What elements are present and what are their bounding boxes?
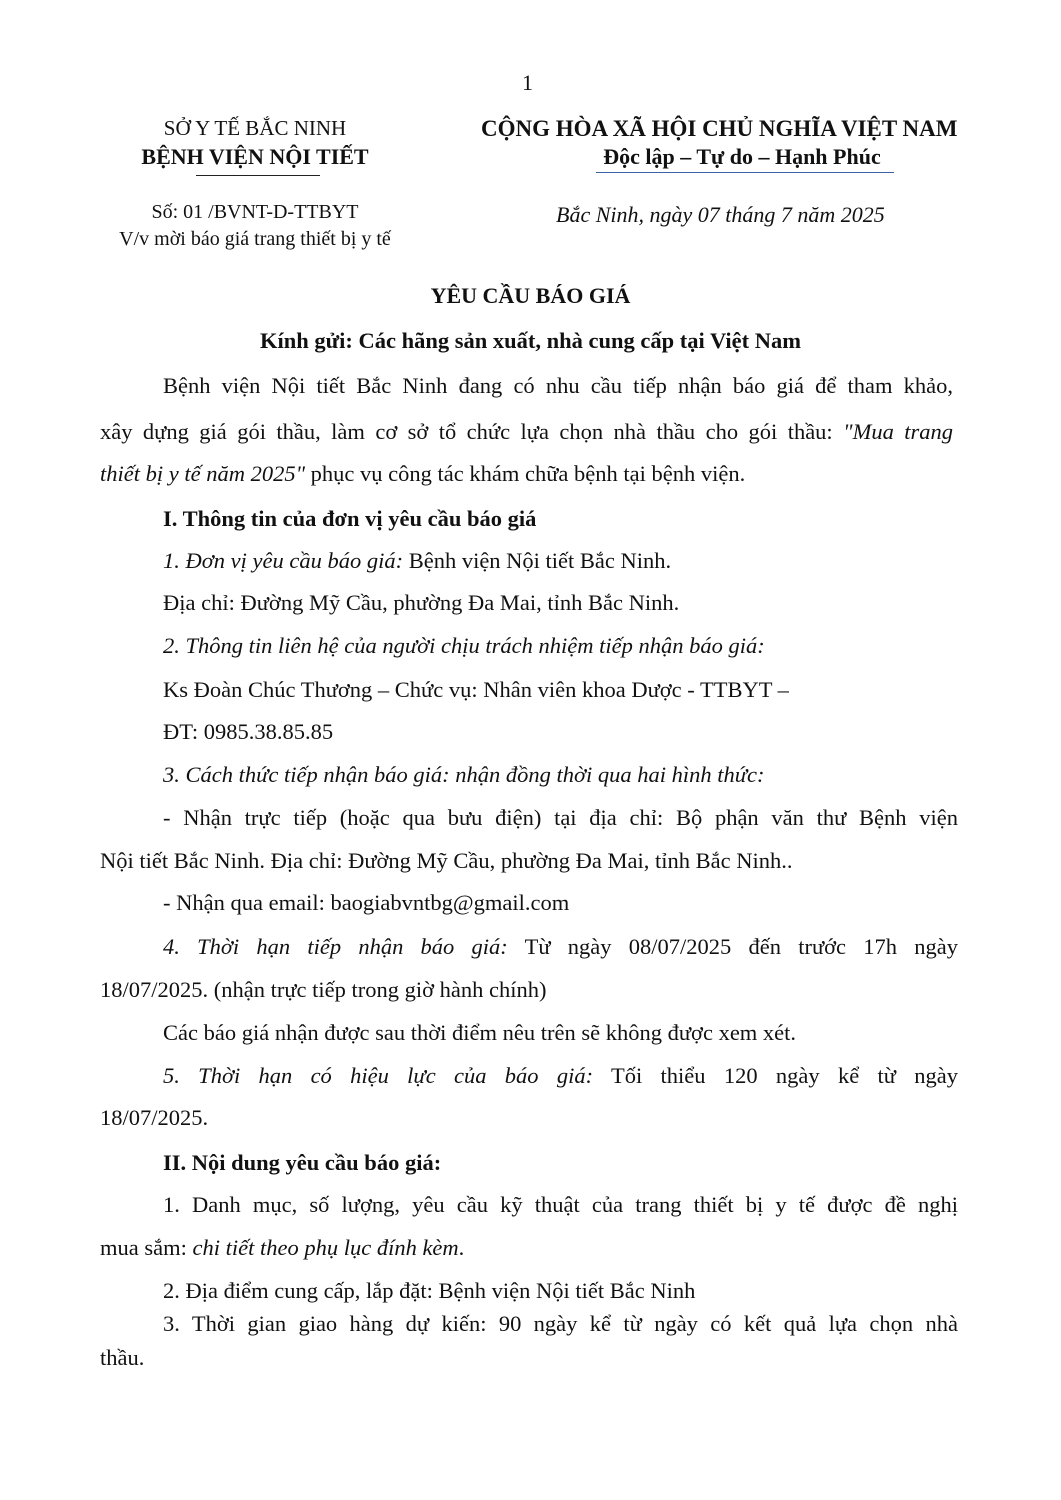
country-name: CỘNG HÒA XÃ HỘI CHỦ NGHĨA VIỆT NAM [481, 116, 958, 141]
hospital-name-underline [196, 175, 320, 176]
section-2-item-2: 2. Địa điểm cung cấp, lắp đặt: Bệnh viện Nội tiết Bắc Ninh [163, 1278, 696, 1303]
section-2-item-3: 3. Thời gian giao hàng dự kiến: 90 ngày kể từ ngày có kết quả lựa chọn nhà [163, 1311, 958, 1336]
intro-line-2: xây dựng giá gói thầu, làm cơ sở tổ chức lựa chọn nhà thầu cho gói thầu: "Mua trang [100, 419, 954, 444]
section-2-item-3-cont: thầu. [100, 1345, 145, 1370]
ministry-name: SỞ Y TẾ BẮC NINH [163, 116, 347, 140]
section-2-item-1-cont: mua sắm: chi tiết theo phụ lục đính kèm. [100, 1235, 465, 1260]
section-1-item-5: 5. Thời hạn có hiệu lực của báo giá: Tối thiểu 120 ngày kể từ ngày [163, 1063, 958, 1088]
section-2-heading: II. Nội dung yêu cầu báo giá: [163, 1150, 442, 1175]
intro-line-3: thiết bị y tế năm 2025" phục vụ công tác khám chữa bệnh tại bệnh viện. [100, 461, 746, 486]
section-1-item-2: 2. Thông tin liên hệ của người chịu trách nhiệm tiếp nhận báo giá: [163, 633, 765, 658]
recipient-line: Kính gửi: Các hãng sản xuất, nhà cung cấp tại Việt Nam [259, 328, 802, 353]
section-1-item-3: 3. Cách thức tiếp nhận báo giá: nhận đồng thời qua hai hình thức: [163, 762, 765, 787]
section-1-heading: I. Thông tin của đơn vị yêu cầu báo giá [163, 506, 537, 531]
contact-person: Ks Đoàn Chúc Thương – Chức vụ: Nhân viên khoa Dược - TTBYT – [163, 677, 789, 702]
intro-line-1: Bệnh viện Nội tiết Bắc Ninh đang có nhu cầu tiếp nhận báo giá để tham khảo, [163, 373, 953, 398]
document-number: Số: 01 /BVNT-D-TTBYT [151, 201, 359, 223]
receive-direct-line-2: Nội tiết Bắc Ninh. Địa chỉ: Đường Mỹ Cầu, phường Đa Mai, tỉnh Bắc Ninh.. [100, 848, 793, 873]
section-1-item-1: 1. Đơn vị yêu cầu báo giá: Bệnh viện Nội tiết Bắc Ninh. [163, 548, 672, 573]
hospital-name: BỆNH VIỆN NỘI TIẾT [141, 144, 369, 169]
date-place: Bắc Ninh, ngày 07 tháng 7 năm 2025 [556, 202, 885, 227]
motto-underline [596, 172, 894, 173]
motto: Độc lập – Tự do – Hạnh Phúc [603, 144, 881, 169]
section-1-item-5-cont: 18/07/2025. [100, 1105, 209, 1130]
contact-phone: ĐT: 0985.38.85.85 [163, 719, 334, 744]
section-1-item-4-note: Các báo giá nhận được sau thời điểm nêu trên sẽ không được xem xét. [163, 1020, 797, 1045]
receive-direct-line-1: - Nhận trực tiếp (hoặc qua bưu điện) tại địa chỉ: Bộ phận văn thư Bệnh viện [163, 805, 958, 830]
section-1-item-4-cont: 18/07/2025. (nhận trực tiếp trong giờ hành chính) [100, 977, 547, 1002]
section-1-address: Địa chỉ: Đường Mỹ Cầu, phường Đa Mai, tỉnh Bắc Ninh. [163, 590, 680, 615]
receive-email: - Nhận qua email: baogiabvntbg@gmail.com [163, 890, 570, 915]
document-subject: V/v mời báo giá trang thiết bị y tế [119, 228, 391, 250]
section-2-item-1: 1. Danh mục, số lượng, yêu cầu kỹ thuật của trang thiết bị y tế được đề nghị [163, 1192, 958, 1217]
document-title: YÊU CẦU BÁO GIÁ [430, 283, 631, 308]
section-1-item-4: 4. Thời hạn tiếp nhận báo giá: Từ ngày 08/07/2025 đến trước 17h ngày [163, 934, 958, 959]
page-number: 1 [522, 70, 533, 95]
